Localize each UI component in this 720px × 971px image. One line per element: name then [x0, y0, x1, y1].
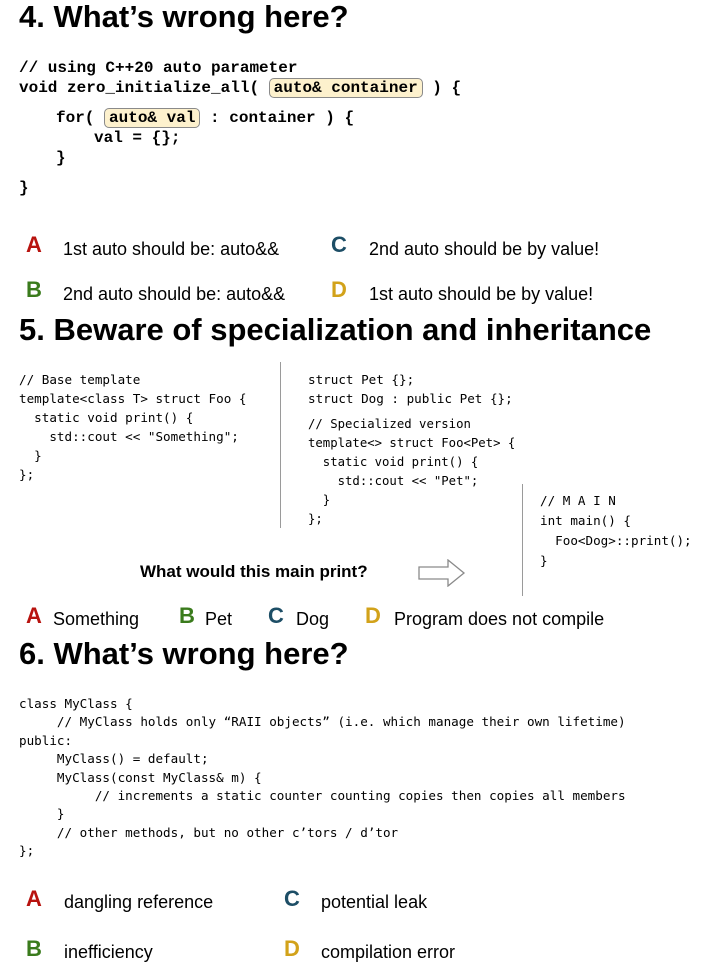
q4-sig-highlight: auto& container: [269, 78, 423, 98]
q6-letter-b[interactable]: B: [26, 936, 42, 961]
q5-divider-right: [522, 484, 523, 596]
q6-code: class MyClass { // MyClass holds only “RAII objects” (i.e. which manage their own lifetime) public: MyClass() = default; MyClass(const MyClass& m) { // increments a static counter counting copies then copies all members } // other methods, but no other c’tors / d’tor };: [19, 696, 626, 859]
q4-code-body: val = {};: [94, 129, 181, 147]
q4-answer-c[interactable]: 2nd auto should be by value!: [369, 239, 600, 259]
q4-letter-c[interactable]: C: [331, 232, 347, 257]
q5-divider-left: [280, 362, 281, 528]
q4-code-comment: // using C++20 auto parameter: [19, 59, 298, 77]
q4-letter-a[interactable]: A: [26, 232, 42, 257]
q5-answer-d[interactable]: Program does not compile: [394, 609, 605, 629]
q6-title: 6. What’s wrong here?: [19, 636, 349, 671]
q6-letter-a[interactable]: A: [26, 886, 42, 911]
q4-letter-b[interactable]: B: [26, 277, 42, 302]
q5-code-specialized: // Specialized version template<> struct Foo<Pet> { static void print() { std::cout << "Pet"; } };: [308, 417, 516, 526]
q5-letter-a[interactable]: A: [26, 603, 42, 628]
q5-answer-a[interactable]: Something: [53, 609, 140, 629]
q4-code-close-outer: }: [19, 179, 29, 197]
q6-answer-b[interactable]: inefficiency: [64, 942, 153, 962]
q5-letter-d[interactable]: D: [365, 603, 381, 628]
q5-answer-b[interactable]: Pet: [205, 609, 233, 629]
q4-sig-post: ) {: [422, 79, 462, 97]
q5-code-main: // M A I N int main() { Foo<Dog>::print(); }: [540, 493, 692, 568]
q4-answer-b[interactable]: 2nd auto should be: auto&&: [63, 284, 286, 304]
q6-letter-d[interactable]: D: [284, 936, 300, 961]
q6-answer-c[interactable]: potential leak: [321, 892, 428, 912]
q4-answer-d[interactable]: 1st auto should be by value!: [369, 284, 594, 304]
q4-letter-d[interactable]: D: [331, 277, 347, 302]
q6-answer-a[interactable]: dangling reference: [64, 892, 214, 912]
q4-code-close-inner: }: [56, 149, 66, 167]
q6-letter-c[interactable]: C: [284, 886, 300, 911]
q5-answer-c[interactable]: Dog: [296, 609, 330, 629]
q4-for-pre: for(: [56, 109, 105, 127]
q4-code-for: [56, 108, 354, 128]
q5-letter-b[interactable]: B: [179, 603, 195, 628]
q5-title: 5. Beware of specialization and inheritance: [19, 312, 652, 347]
q5-letter-c[interactable]: C: [268, 603, 284, 628]
q4-answer-a[interactable]: 1st auto should be: auto&&: [63, 239, 280, 259]
q4-sig-pre: void zero_initialize_all(: [19, 79, 269, 97]
q4-title: 4. What’s wrong here?: [19, 0, 349, 34]
q5-code-base-template: // Base template template<class T> struct Foo { static void print() { std::cout << "Something"; } };: [19, 372, 247, 482]
q4-code-signature: [19, 78, 461, 98]
q6-answer-d[interactable]: compilation error: [321, 942, 456, 962]
q4-for-post: : container ) {: [200, 109, 355, 127]
q5-question: What would this main print?: [140, 562, 368, 581]
q4-for-highlight: auto& val: [104, 108, 200, 128]
right-arrow-icon: [418, 559, 466, 587]
q5-code-structs: struct Pet {}; struct Dog : public Pet {};: [308, 372, 513, 406]
